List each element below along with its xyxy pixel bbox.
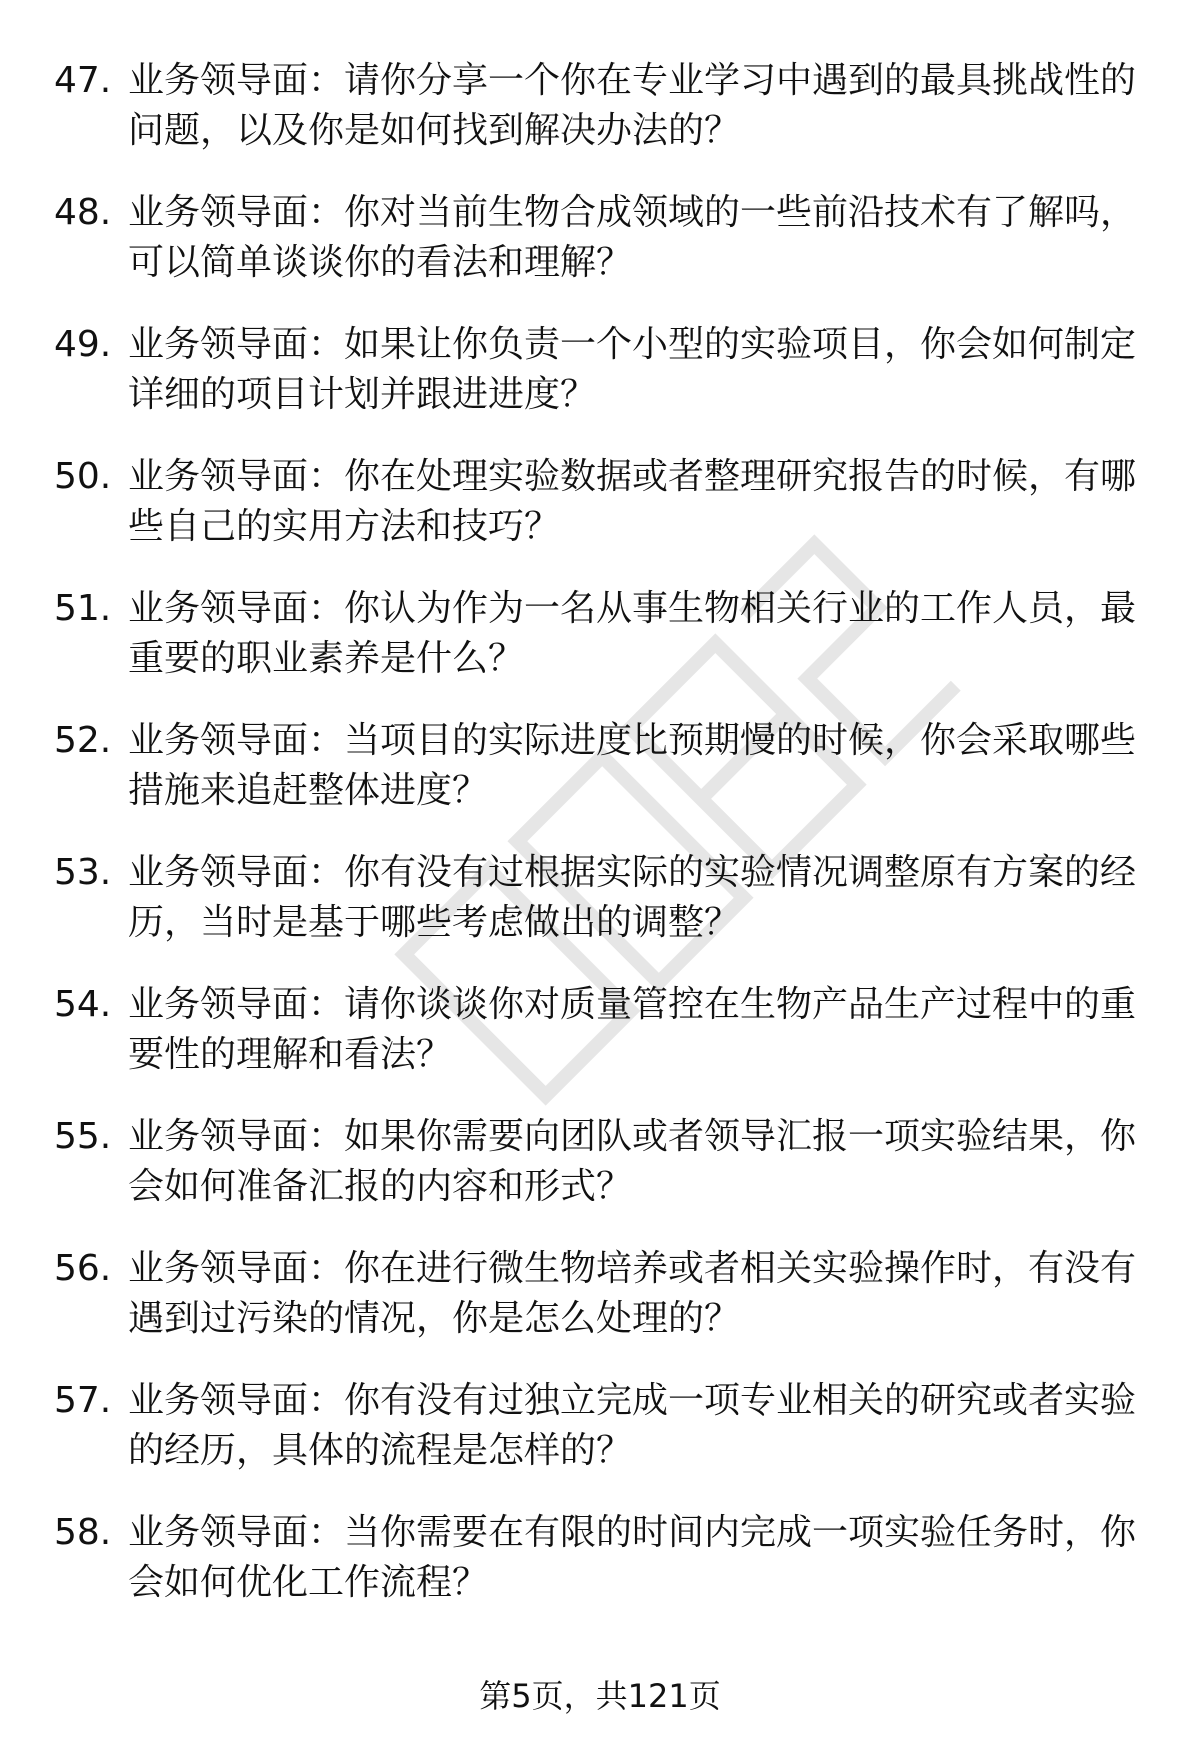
list-item (54, 716, 1144, 848)
page-number: 第5页，共121页 (479, 1677, 721, 1715)
list-item (54, 56, 1144, 188)
question-text: 业务领导面：如果让你负责一个小型的实验项目，你会如何制定详细的项目计划并跟进进度？ (128, 324, 1137, 415)
question-list (54, 56, 1144, 1640)
list-item (54, 320, 1144, 452)
list-item (54, 848, 1144, 980)
question-number: 57. (54, 1380, 112, 1421)
list-item (54, 1508, 1144, 1640)
list-item (54, 980, 1144, 1112)
question-number: 53. (54, 852, 112, 893)
question-text: 业务领导面：请你分享一个你在专业学习中遇到的最具挑战性的问题，以及你是如何找到解决办法的？ (128, 60, 1137, 151)
question-text: 业务领导面：你有没有过根据实际的实验情况调整原有方案的经历，当时是基于哪些考虑做出的调整？ (128, 852, 1137, 943)
question-number: 51. (54, 588, 112, 629)
list-item (54, 452, 1144, 584)
question-number: 54. (54, 984, 112, 1025)
question-number: 47. (54, 60, 112, 101)
question-number: 48. (54, 192, 112, 233)
question-number: 52. (54, 720, 112, 761)
question-text: 业务领导面：如果你需要向团队或者领导汇报一项实验结果，你会如何准备汇报的内容和形式？ (128, 1116, 1137, 1207)
question-number: 56. (54, 1248, 112, 1289)
list-item (54, 584, 1144, 716)
list-item (54, 1244, 1144, 1376)
question-text: 业务领导面：你对当前生物合成领域的一些前沿技术有了解吗，可以简单谈谈你的看法和理解？ (128, 192, 1137, 283)
question-text: 业务领导面：你在处理实验数据或者整理研究报告的时候，有哪些自己的实用方法和技巧？ (128, 456, 1137, 547)
list-item (54, 1376, 1144, 1508)
question-text: 业务领导面：你有没有过独立完成一项专业相关的研究或者实验的经历，具体的流程是怎样的？ (128, 1380, 1137, 1471)
question-text: 业务领导面：当你需要在有限的时间内完成一项实验任务时，你会如何优化工作流程？ (128, 1512, 1137, 1603)
question-number: 58. (54, 1512, 112, 1553)
question-text: 业务领导面：当项目的实际进度比预期慢的时候，你会采取哪些措施来追赶整体进度？ (128, 720, 1137, 811)
list-item (54, 1112, 1144, 1244)
question-text: 业务领导面：你在进行微生物培养或者相关实验操作时，有没有遇到过污染的情况，你是怎么处理的？ (128, 1248, 1137, 1339)
question-number: 55. (54, 1116, 112, 1157)
question-text: 业务领导面：请你谈谈你对质量管控在生物产品生产过程中的重要性的理解和看法？ (128, 984, 1137, 1075)
question-number: 50. (54, 456, 112, 497)
list-item (54, 188, 1144, 320)
question-number: 49. (54, 324, 112, 365)
question-text: 业务领导面：你认为作为一名从事生物相关行业的工作人员，最重要的职业素养是什么？ (128, 588, 1137, 679)
